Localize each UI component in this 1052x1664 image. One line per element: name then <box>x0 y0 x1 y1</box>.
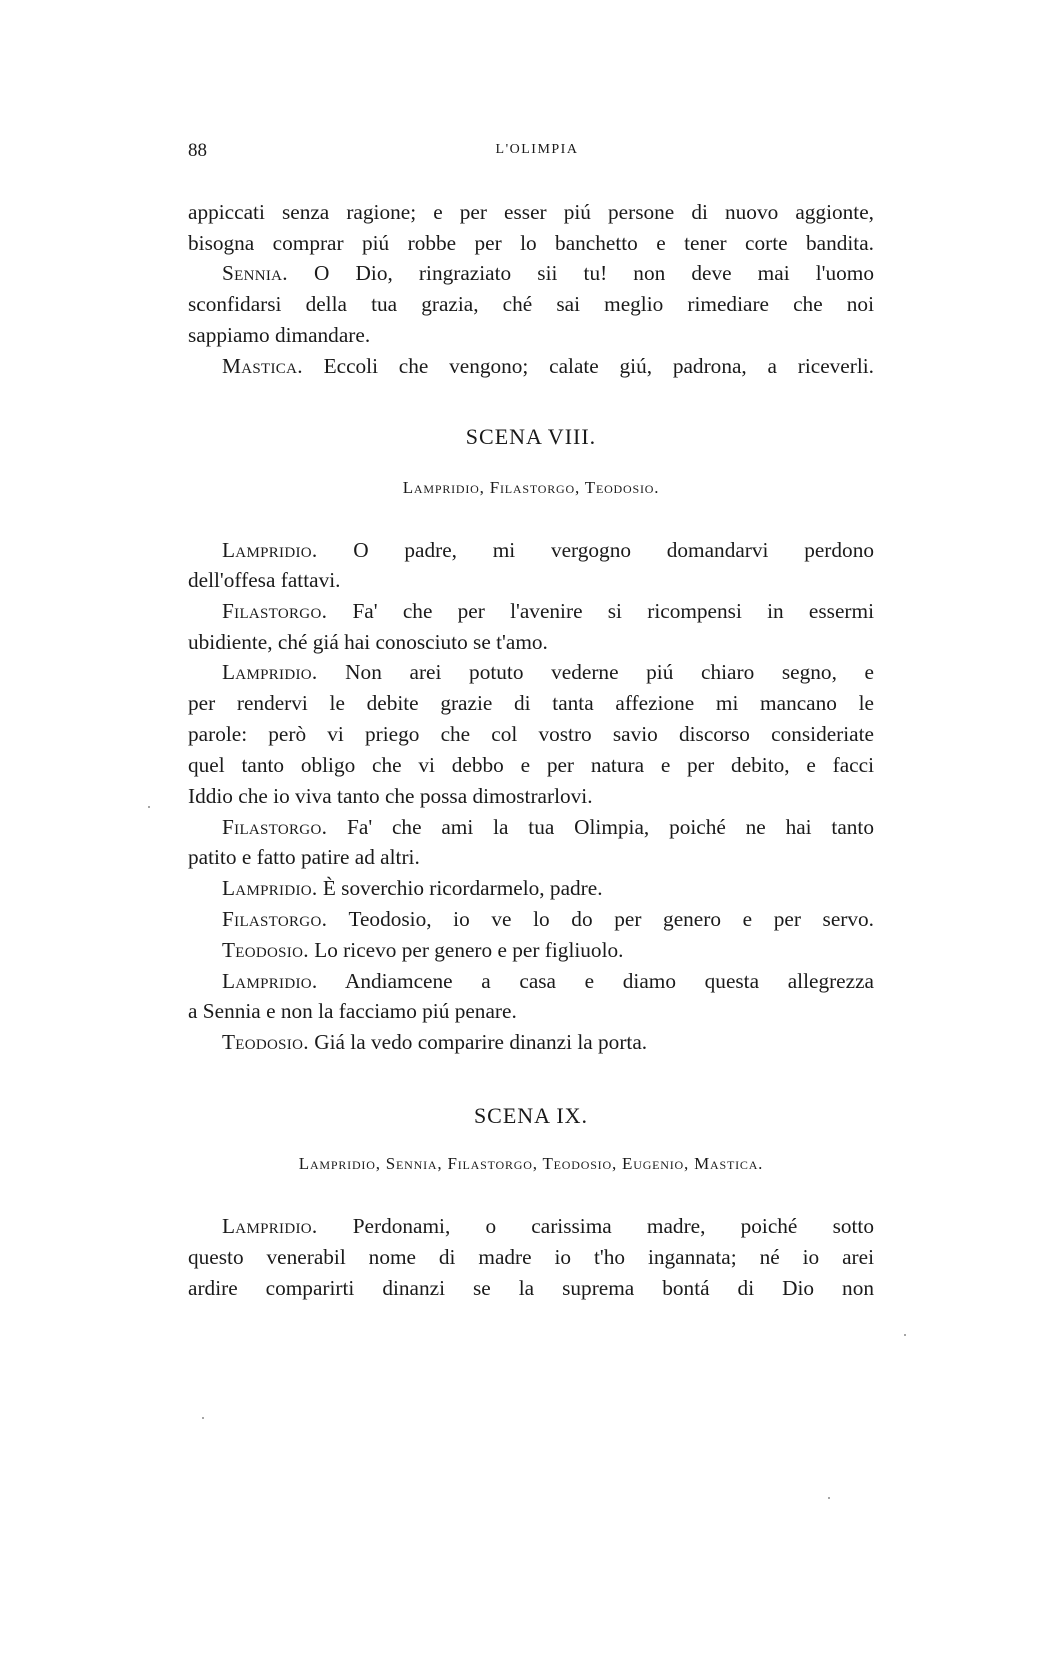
line-text: Lo ricevo per genero e per figliuolo. <box>308 938 624 962</box>
line-text: Teodosio, io ve lo do per genero e per servo. <box>327 907 874 931</box>
speaker-name: Lampridio. <box>222 876 318 900</box>
line-text: Eccoli che vengono; calate giú, padrona, a riceverli. <box>302 354 874 378</box>
speaker-name: Filastorgo. <box>222 599 328 623</box>
text-line <box>188 320 874 350</box>
line-text: a Sennia e non la facciamo piú penare. <box>188 999 517 1023</box>
speaker-name: Teodosio. <box>222 1030 309 1054</box>
line-text: Iddio che io viva tanto che possa dimostrarlovi. <box>188 784 593 808</box>
speaker-name: Lampridio. <box>222 969 318 993</box>
text-line <box>188 750 874 780</box>
text-line <box>188 688 874 718</box>
text-line <box>188 719 874 749</box>
speaker-name: Filastorgo. <box>222 815 328 839</box>
speech-line <box>188 351 874 381</box>
speech-line <box>188 935 874 965</box>
line-text: Fa' che ami la tua Olimpia, poiché ne hai tanto <box>327 815 874 839</box>
line-text: Fa' che per l'avenire si ricompensi in essermi <box>327 599 874 623</box>
line-text: dell'offesa fattavi. <box>188 568 341 592</box>
text-line <box>188 1273 874 1303</box>
line-text: È soverchio ricordarmelo, padre. <box>317 876 603 900</box>
line-text: Andiamcene a casa e diamo questa allegrezza <box>317 969 874 993</box>
line-text: bisogna comprar piú robbe per lo banchetto e tener corte bandita. <box>188 231 874 255</box>
line-text: Non arei potuto vederne piú chiaro segno, e <box>317 660 874 684</box>
line-text: questo venerabil nome di madre io t'ho ingannata; né io arei <box>188 1245 874 1269</box>
line-text: sconfidarsi della tua grazia, ché sai meglio rimediare che noi <box>188 292 874 316</box>
scan-speck <box>202 1417 204 1419</box>
speaker-name: Filastorgo. <box>222 907 328 931</box>
speaker-name: Sennia. <box>222 261 288 285</box>
speech-line <box>188 258 874 288</box>
scan-speck <box>904 1334 906 1336</box>
text-line <box>188 996 874 1026</box>
scene-title: SCENA IX. <box>473 1103 589 1128</box>
speaker-name: Teodosio. <box>222 938 309 962</box>
running-head <box>188 140 874 168</box>
speech-line <box>188 812 874 842</box>
speech-line <box>188 657 874 687</box>
speech-line <box>188 1211 874 1241</box>
speech-line <box>188 535 874 565</box>
speech-line <box>188 904 874 934</box>
page-number: 88 <box>188 140 207 161</box>
text-line <box>188 565 874 595</box>
line-text: O padre, mi vergogno domandarvi perdono <box>317 538 874 562</box>
running-title: L'OLIMPIA <box>495 142 579 157</box>
text-line <box>188 197 874 227</box>
speaker-name: Lampridio. <box>222 538 318 562</box>
line-text: quel tanto obligo che vi debbo e per natura e per debito, e facci <box>188 753 874 777</box>
line-text: patito e fatto patire ad altri. <box>188 845 420 869</box>
speaker-name: Lampridio. <box>222 1214 318 1238</box>
text-line <box>188 289 874 319</box>
cast-list: Lampridio, Sennia, Filastorgo, Teodosio, Eugenio, Mastica. <box>298 1154 764 1173</box>
text-line <box>188 842 874 872</box>
line-text: sappiamo dimandare. <box>188 323 371 347</box>
speaker-name: Lampridio. <box>222 660 318 684</box>
scan-speck <box>148 806 150 808</box>
line-text: appiccati senza ragione; e per esser piú persone di nuovo aggionte, <box>188 200 874 224</box>
line-text: per rendervi le debite grazie di tanta affezione mi mancano le <box>188 691 874 715</box>
speaker-name: Mastica. <box>222 354 303 378</box>
line-text: Perdonami, o carissima madre, poiché sotto <box>317 1214 874 1238</box>
text-line <box>188 627 874 657</box>
speech-line <box>188 873 874 903</box>
line-text: parole: però vi priego che col vostro savio discorso consideriate <box>188 722 874 746</box>
line-text: Giá la vedo comparire dinanzi la porta. <box>308 1030 648 1054</box>
speech-line <box>188 966 874 996</box>
text-line <box>188 781 874 811</box>
cast-list: Lampridio, Filastorgo, Teodosio. <box>402 478 660 497</box>
scan-speck <box>828 1497 830 1499</box>
text-line <box>188 1242 874 1272</box>
speech-line <box>188 596 874 626</box>
text-line <box>188 228 874 258</box>
line-text: ubidiente, ché giá hai conosciuto se t'amo. <box>188 630 548 654</box>
speech-line <box>188 1027 874 1057</box>
line-text: O Dio, ringraziato sii tu! non deve mai l'uomo <box>287 261 874 285</box>
scene-title: SCENA VIII. <box>465 424 597 449</box>
line-text: ardire comparirti dinanzi se la suprema bontá di Dio non <box>188 1276 874 1300</box>
